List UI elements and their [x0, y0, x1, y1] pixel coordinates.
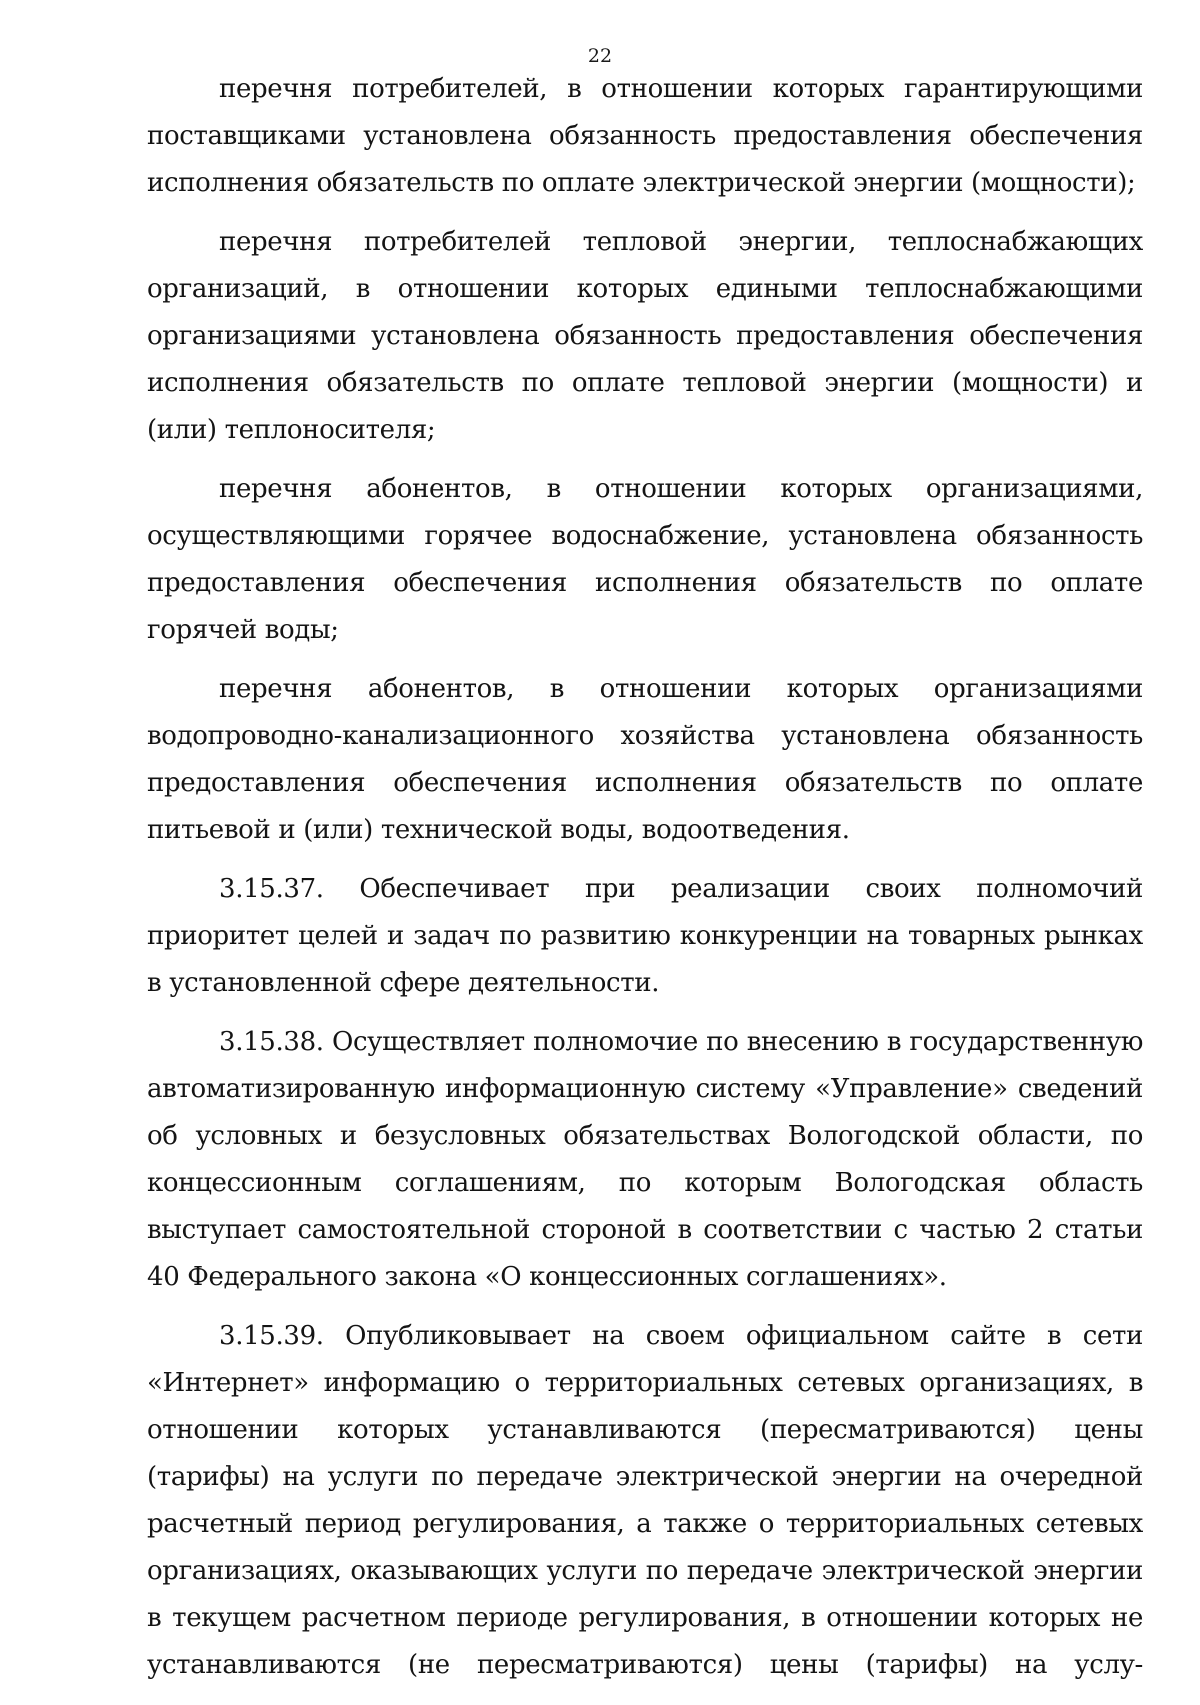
page-number: 22	[587, 45, 613, 67]
paragraph-water-sewerage-subscribers: перечня абонентов, в отношении которых организациями водопроводно-канализационного хозяйства установлена обязанность предоставления обеспечения исполнения обязательств по оплате питьевой и (или) технической воды, водоотведения.	[147, 674, 1143, 845]
paragraph-hot-water-subscribers: перечня абонентов, в отношении которых организациями, осуществляющими горячее водоснабжение, установлена обязанность предоставления обеспечения исполнения обязательств по оплате горячей воды;	[147, 474, 1143, 645]
paragraph-3-15-37: 3.15.37. Обеспечивает при реализации своих полномочий приоритет целей и задач по развитию конкуренции на товарных рынках в установленной сфере деятельности.	[147, 874, 1143, 998]
paragraph-3-15-39: 3.15.39. Опубликовывает на своем официальном сайте в сети «Интернет» информацию о территориальных сетевых организациях, в отношении которых устанавливаются (пересматриваются) цены (тарифы) на услуги по передаче электрической энергии на очередной расчетный период регулирования, а также о территориальных сетевых организациях, оказывающих услуги по передаче электрической энергии в текущем расчетном периоде регулирования, в отношении которых не устанавливаются (не пересматриваются) цены (тарифы) на услу-	[147, 1321, 1143, 1680]
paragraph-heat-consumers: перечня потребителей тепловой энергии, теплоснабжающих организаций, в отношении которых едиными теплоснабжающими организациями установлена обязанность предоставления обеспечения исполнения обязательств по оплате тепловой энергии (мощности) и (или) теплоносителя;	[147, 227, 1143, 445]
document-body	[147, 66, 1143, 1701]
paragraph-3-15-38: 3.15.38. Осуществляет полномочие по внесению в государственную автоматизированную информационную систему «Управление» сведений об условных и безусловных обязательствах Вологодской области, по концессионным соглашениям, по которым Вологодская область выступает самостоятельной стороной в соответствии с частью 2 статьи 40 Федерального закона «О концессионных соглашениях».	[147, 1027, 1143, 1292]
paragraph-consumers-guaranteeing-suppliers: перечня потребителей, в отношении которых гарантирующими поставщиками установлена обязанность предоставления обеспечения исполнения обязательств по оплате электрической энергии (мощности);	[147, 74, 1143, 198]
